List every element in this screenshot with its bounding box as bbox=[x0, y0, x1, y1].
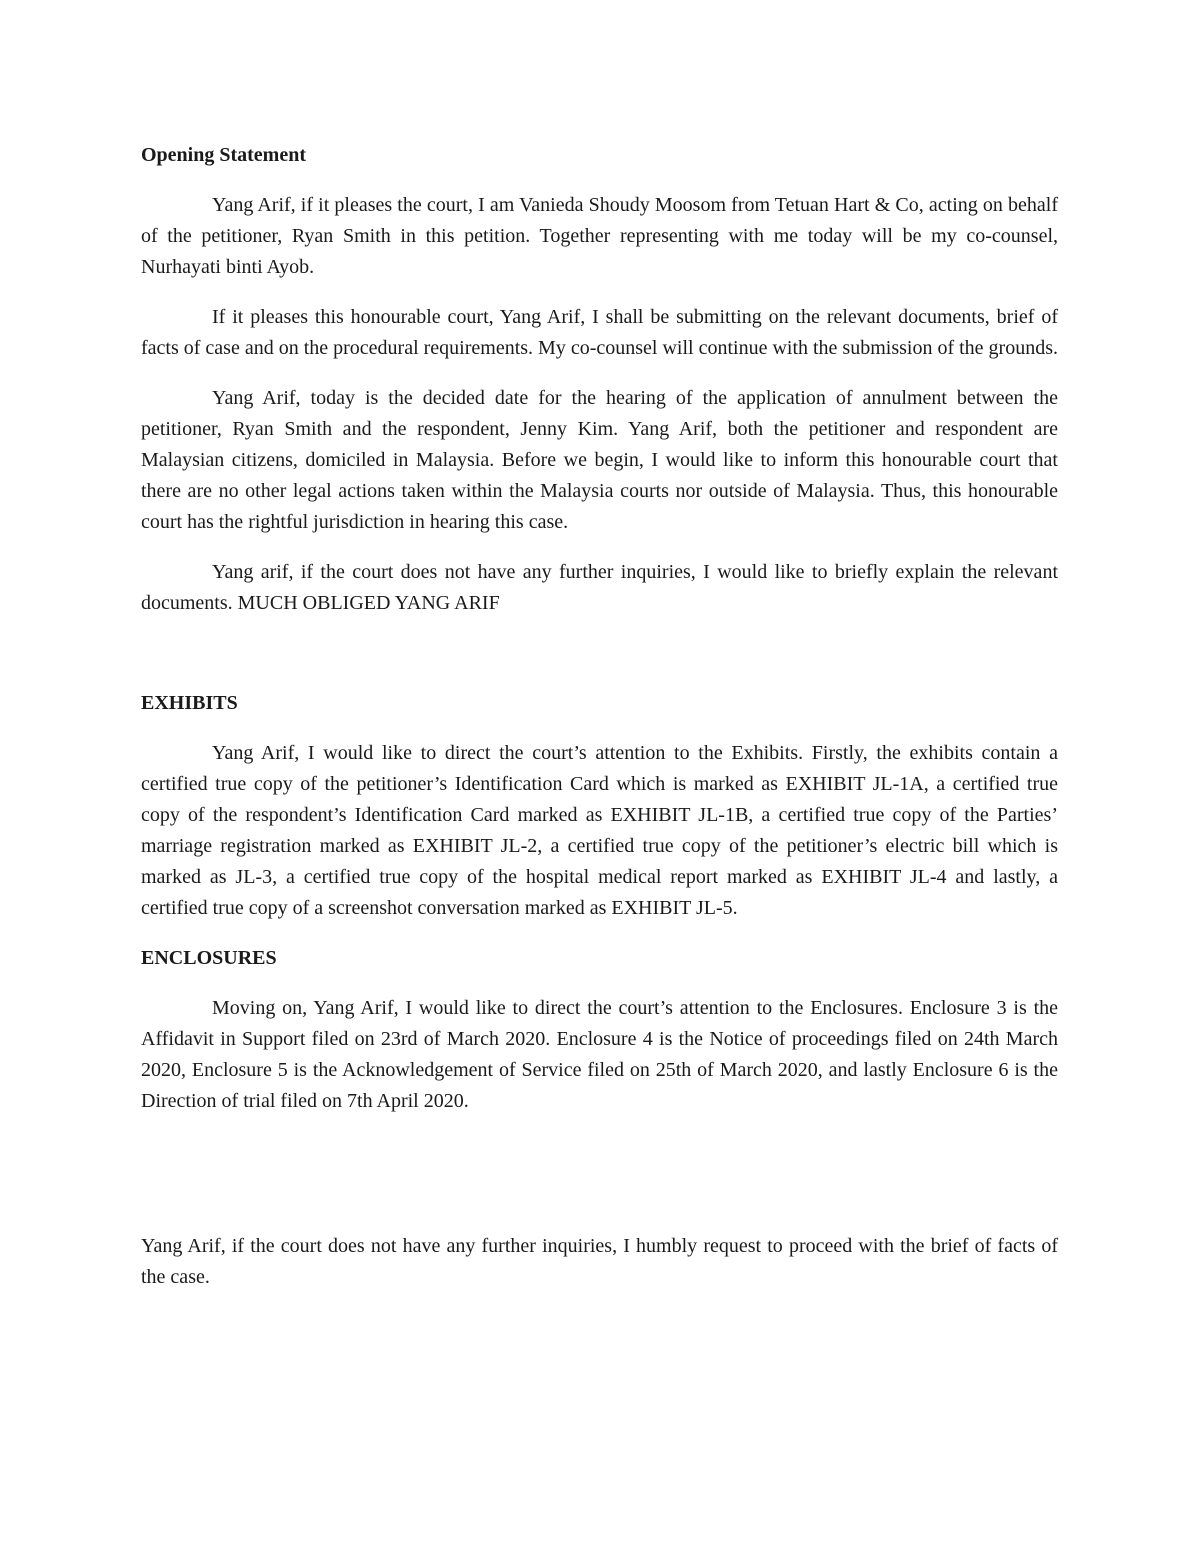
opening-paragraph-3: Yang Arif, today is the decided date for the hearing of the application of annulment between the petitioner, Ryan Smith and the respondent, Jenny Kim. Yang Arif, both the petitioner and respondent are Malaysian citizens, domiciled in Malaysia. Before we begin, I would like to inform this honourable court that there are no other legal actions taken within the Malaysia courts nor outside of Malaysia. Thus, this honourable court has the rightful jurisdiction in hearing this case. bbox=[141, 387, 1058, 533]
exhibits-section bbox=[141, 688, 1058, 924]
exhibits-heading: EXHIBITS bbox=[141, 692, 238, 714]
exhibits-paragraph: Yang Arif, I would like to direct the court’s attention to the Exhibits. Firstly, the exhibits contain a certified true copy of the petitioner’s Identification Card which is marked as EXHIBIT JL-1A, a certified true copy of the respondent’s Identification Card marked as EXHIBIT JL-1B, a certified true copy of the Parties’ marriage registration marked as EXHIBIT JL-2, a certified true copy of the petitioner’s electric bill which is marked as JL-3, a certified true copy of the hospital medical report marked as EXHIBIT JL-4 and lastly, a certified true copy of a screenshot conversation marked as EXHIBIT JL-5. bbox=[141, 742, 1058, 919]
enclosures-heading: ENCLOSURES bbox=[141, 947, 277, 969]
opening-statement-heading: Opening Statement bbox=[141, 144, 306, 166]
enclosures-paragraph: Moving on, Yang Arif, I would like to direct the court’s attention to the Enclosures. Enclosure 3 is the Affidavit in Support filed on 23rd of March 2020. Enclosure 4 is the Notice of proceedings filed on 24th March 2020, Enclosure 5 is the Acknowledgement of Service filed on 25th of March 2020, and lastly Enclosure 6 is the Direction of trial filed on 7th April 2020. bbox=[141, 997, 1058, 1112]
closing-paragraph: Yang Arif, if the court does not have any further inquiries, I humbly request to proceed with the brief of facts of the case. bbox=[141, 1235, 1058, 1288]
closing-section bbox=[141, 1231, 1058, 1293]
opening-paragraph-2: If it pleases this honourable court, Yang Arif, I shall be submitting on the relevant documents, brief of facts of case and on the procedural requirements. My co-counsel will continue with the submission of the grounds. bbox=[141, 306, 1058, 359]
opening-paragraph-1: Yang Arif, if it pleases the court, I am Vanieda Shoudy Moosom from Tetuan Hart & Co, acting on behalf of the petitioner, Ryan Smith in this petition. Together representing with me today will be my co-counsel, Nurhayati binti Ayob. bbox=[141, 194, 1058, 278]
opening-statement-section bbox=[141, 140, 1058, 619]
opening-paragraph-4: Yang arif, if the court does not have any further inquiries, I would like to briefly explain the relevant documents. MUCH OBLIGED YANG ARIF bbox=[141, 561, 1058, 614]
enclosures-section bbox=[141, 943, 1058, 1117]
document-page bbox=[141, 140, 1058, 1293]
